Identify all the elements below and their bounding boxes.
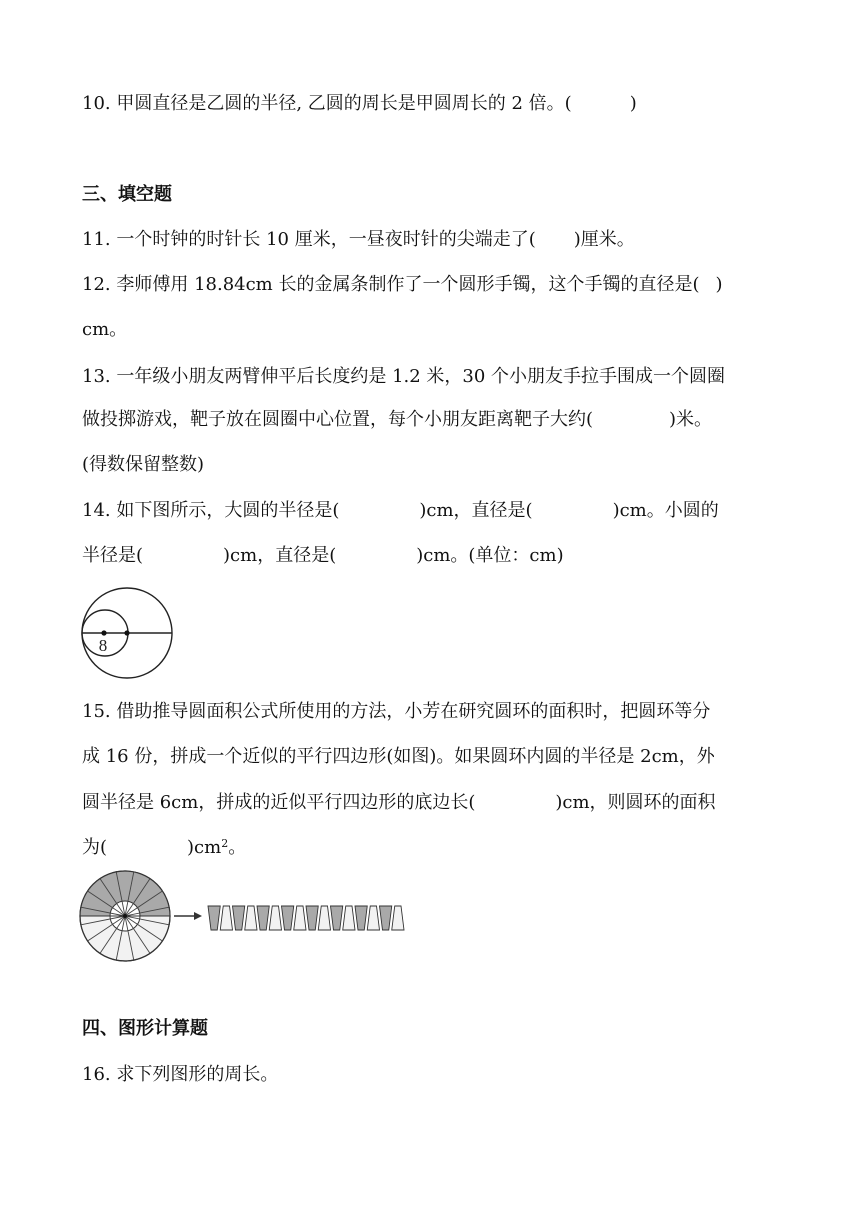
annulus-figure <box>78 866 418 966</box>
small-circle-center-dot <box>101 630 106 635</box>
question-15-line-3 <box>82 791 716 815</box>
question-14-text-a: 14. 如下图所示，大圆的半径是( <box>82 500 340 521</box>
question-15-text-d: )cm <box>187 837 222 858</box>
strip-piece <box>208 906 220 930</box>
question-13-text: 做投掷游戏，靶子放在圆圈中心位置，每个小朋友距离靶子大约( <box>82 409 594 430</box>
question-13-tail: )米。 <box>669 409 713 430</box>
strip-piece <box>380 906 392 930</box>
strip-piece <box>318 906 330 930</box>
question-14-text-c: )cm。小圆的 <box>612 500 719 521</box>
question-11-tail: )厘米。 <box>573 229 635 250</box>
question-11 <box>82 228 635 252</box>
strip-piece <box>355 906 367 930</box>
strip-piece <box>392 906 404 930</box>
superscript-2: 2 <box>221 837 229 850</box>
parallelogram-strip <box>208 906 404 930</box>
strip-piece <box>233 906 245 930</box>
center-dot <box>123 914 127 918</box>
question-10 <box>82 92 637 116</box>
question-14-line-2 <box>82 544 564 568</box>
strip-piece <box>367 906 379 930</box>
question-14-line-1 <box>82 499 719 523</box>
question-16: 16. 求下列图形的周长。 <box>82 1064 279 1085</box>
question-12-line-1 <box>82 273 723 297</box>
question-13-line-3: (得数保留整数) <box>82 454 205 475</box>
question-11-text: 11. 一个时钟的时针长 10 厘米，一昼夜时针的尖端走了( <box>82 229 536 250</box>
strip-piece <box>220 906 232 930</box>
question-12-line-2: cm。 <box>82 319 128 340</box>
question-14-text-b: )cm，直径是( <box>419 500 533 521</box>
question-13-line-1: 13. 一年级小朋友两臂伸平后长度约是 1.2 米，30 个小朋友手拉手围成一个圆圈 <box>82 366 726 387</box>
question-10-close: ) <box>629 93 637 114</box>
question-15-line-2: 成 16 份，拼成一个近似的平行四边形(如图)。如果圆环内圆的半径是 2cm，外 <box>82 746 715 767</box>
strip-piece <box>282 906 294 930</box>
question-15-line-1: 15. 借助推导圆面积公式所使用的方法，小芳在研究圆环的面积时，把圆环等分 <box>82 701 711 722</box>
strip-piece <box>294 906 306 930</box>
strip-piece <box>269 906 281 930</box>
large-circle-center-dot <box>124 630 129 635</box>
question-14-text-d: 半径是( <box>82 545 144 566</box>
question-15-line-4 <box>82 836 246 860</box>
section-4-title: 四、图形计算题 <box>82 1018 208 1039</box>
question-15-text-c: 为( <box>82 837 108 858</box>
strip-piece <box>331 906 343 930</box>
question-14-text-e: )cm，直径是( <box>223 545 337 566</box>
section-3-title: 三、填空题 <box>82 184 172 205</box>
question-12-close: ) <box>715 274 723 295</box>
strip-piece <box>245 906 257 930</box>
question-13-line-2 <box>82 408 712 432</box>
question-12-text: 12. 李师傅用 18.84cm 长的金属条制作了一个圆形手镯，这个手镯的直径是( <box>82 274 700 295</box>
strip-piece <box>306 906 318 930</box>
strip-piece <box>343 906 355 930</box>
nested-circles-figure <box>80 587 180 687</box>
question-10-text: 10. 甲圆直径是乙圆的半径, 乙圆的周长是甲圆周长的 2 倍。( <box>82 93 572 114</box>
question-14-text-f: )cm。(单位：cm) <box>416 545 564 566</box>
arrow-head <box>194 912 202 920</box>
strip-piece <box>257 906 269 930</box>
question-15-text-e: 。 <box>228 837 247 858</box>
figure-label-8: 8 <box>98 636 108 655</box>
question-15-text-b: )cm，则圆环的面积 <box>555 792 716 813</box>
question-15-text-a: 圆半径是 6cm，拼成的近似平行四边形的底边长( <box>82 792 476 813</box>
